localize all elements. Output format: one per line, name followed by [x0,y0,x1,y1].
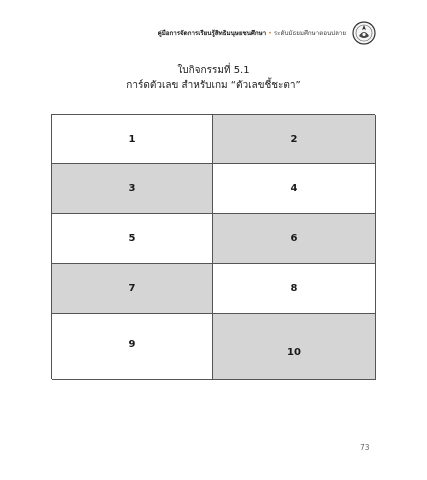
number-card-8: 8 [213,264,376,314]
number-card-3: 3 [52,164,213,214]
number-card-5: 5 [52,214,213,264]
number-card-table [51,114,375,379]
header-level: ระดับมัธยมศึกษาตอนปลาย [273,30,346,37]
page-number: 73 [360,443,370,452]
number-card-10: 10 [213,314,376,380]
number-card-2: 2 [213,115,376,164]
number-card-6: 6 [213,214,376,264]
number-card-4: 4 [213,164,376,214]
emblem-logo-icon [352,21,376,45]
header-separator: • [268,30,272,37]
number-card-9: 9 [52,314,213,380]
number-card-1: 1 [52,115,213,164]
worksheet-title: ใบกิจกรรมที่ 5.1 [177,65,250,76]
number-card-7: 7 [52,264,213,314]
worksheet-subtitle: การ์ดตัวเลข สำหรับเกม “ตัวเลขชี้ชะตา” [126,80,301,91]
running-header [140,27,346,41]
header-title: คู่มือการจัดการเรียนรู้สิทธิมนุษยชนศึกษา [157,30,267,37]
